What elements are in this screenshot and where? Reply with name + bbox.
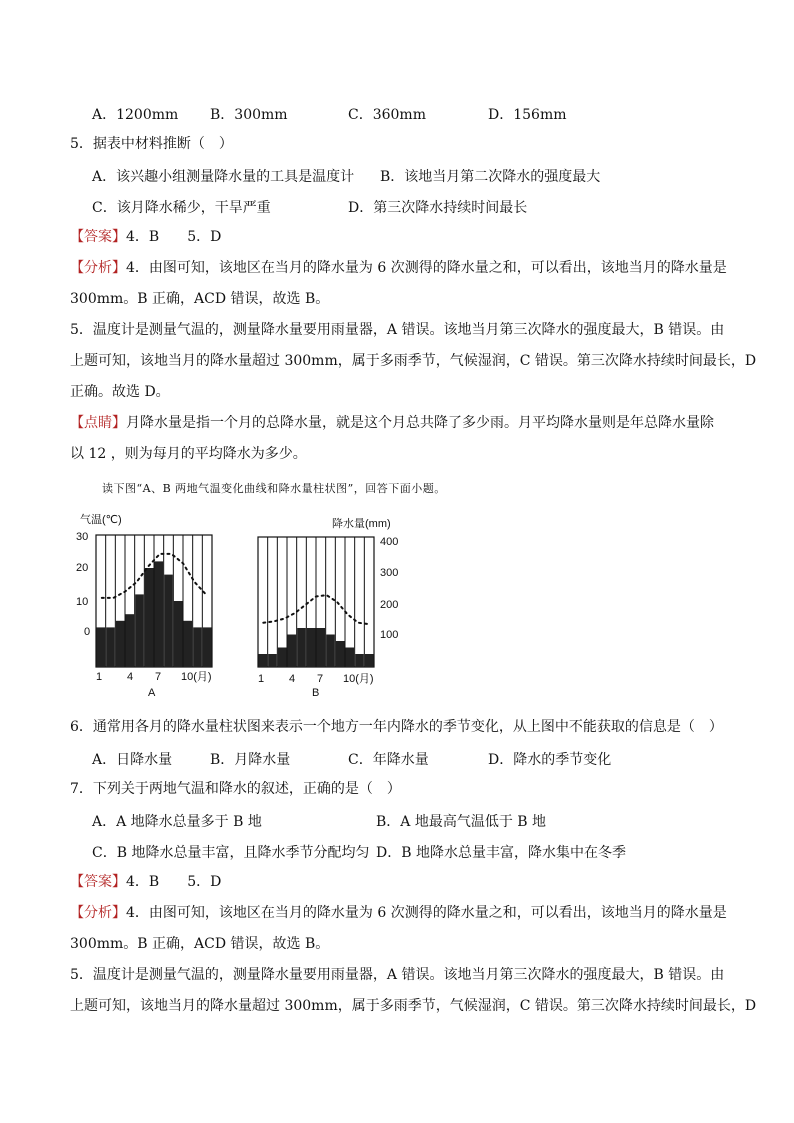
q6-option-d: D．降水的季节变化 [488, 752, 612, 768]
precip-bar [184, 621, 193, 667]
analysis-line: 上题可知，该地当月的降水量超过 300mm，属于多雨季节，气候湿润，C 错误。第三次降水持续时间最长，D [70, 998, 757, 1014]
tip-line [70, 414, 714, 432]
analysis-line [70, 259, 727, 277]
precip-bar [164, 575, 173, 667]
q4-option-b: B．300mm [210, 107, 288, 123]
q7-stem: 7．下列关于两地气温和降水的叙述，正确的是（ ） [70, 781, 401, 797]
analysis-text: 4．由图可知，该地区在当月的降水量为 6 次测得的降水量之和，可以看出，该地当月的降水量是 [126, 260, 727, 276]
chart-b-xtick: 4 [289, 673, 296, 685]
chart-a-ytick: 20 [76, 562, 89, 574]
chart-b-xtick: 1 [258, 673, 265, 685]
precip-bar [155, 561, 164, 667]
chart-a-xtick: 1 [96, 671, 103, 683]
precip-bar [307, 628, 316, 667]
q4-option-d: D．156mm [488, 107, 567, 123]
precip-bar [203, 627, 212, 667]
chart-a-xtick: 4 [127, 671, 134, 683]
q6-option-a: A．日降水量 [92, 752, 173, 768]
precip-bar [135, 594, 144, 667]
precip-bar [365, 654, 374, 667]
chart-b-ytick: 100 [380, 629, 399, 641]
chart-a-name: A [148, 687, 156, 699]
q6-option-b: B．月降水量 [210, 752, 291, 768]
analysis-line: 300mm。B 正确，ACD 错误，故选 B。 [70, 291, 330, 307]
chart-b-name: B [312, 687, 320, 699]
precip-bar [297, 628, 306, 667]
chart-a-xtick: 10(月) [181, 671, 212, 683]
climate-chart-figure [60, 505, 420, 705]
analysis-text: 4．由图可知，该地区在当月的降水量为 6 次测得的降水量之和，可以看出，该地当月的降水量是 [126, 905, 727, 921]
chart-b-ytick: 300 [380, 567, 399, 579]
answer-line-2 [70, 873, 221, 891]
chart-b-ylabel: 降水量(mm) [332, 518, 391, 530]
precip-bar [106, 627, 115, 667]
analysis-tag: 【分析】 [70, 905, 126, 921]
precip-bar [346, 648, 355, 668]
analysis-line: 上题可知，该地当月的降水量超过 300mm，属于多雨季节，气候湿润，C 错误。第三次降水持续时间最长，D [70, 353, 757, 369]
tip-text: 月降水量是指一个月的总降水量，就是这个月总共降了多少雨。月平均降水量则是年总降水量除 [126, 415, 714, 431]
q7-option-a: A．A 地降水总量多于 B 地 [92, 814, 262, 830]
chart-b-xtick: 7 [317, 673, 324, 685]
precip-bar [97, 627, 106, 667]
tip-tag: 【点睛】 [70, 415, 126, 431]
q5-option-a: A．该兴趣小组测量降水量的工具是温度计 [92, 169, 355, 185]
precip-bar [288, 635, 297, 668]
chart-b [258, 516, 398, 699]
precip-bar [268, 654, 277, 667]
chart-a-ylabel: 气温(℃) [80, 514, 122, 526]
precip-bar [145, 568, 154, 667]
chart-b-ytick: 400 [380, 536, 399, 548]
precip-bar [193, 627, 202, 667]
analysis-line: 正确。故选 D。 [70, 384, 170, 400]
chart-a-xtick: 7 [155, 671, 162, 683]
precip-bar [326, 635, 335, 668]
analysis-line: 5．温度计是测量气温的，测量降水量要用雨量器，A 错误。该地当月第三次降水的强度最大，B 错误。由 [70, 322, 725, 338]
answer-tag: 【答案】 [70, 229, 126, 245]
chart-a-ytick: 0 [84, 626, 91, 638]
answer-line-1 [70, 228, 221, 246]
q5-option-d: D．第三次降水持续时间最长 [348, 200, 528, 216]
q4-option-c: C．360mm [348, 107, 426, 123]
analysis-line [70, 904, 727, 922]
analysis-line: 300mm。B 正确，ACD 错误，故选 B。 [70, 936, 330, 952]
q5-option-c: C．该月降水稀少，干旱严重 [92, 200, 271, 216]
chart-a-ytick: 10 [76, 596, 89, 608]
chart-a-ytick: 30 [76, 531, 89, 543]
figure-caption: 读下图“A、B 两地气温变化曲线和降水量柱状图”，回答下面小题。 [102, 482, 446, 495]
analysis-tag: 【分析】 [70, 260, 126, 276]
q6-stem: 6．通常用各月的降水量柱状图来表示一个地方一年内降水的季节变化，从上图中不能获取的信息是（ ） [70, 719, 723, 735]
q7-option-b: B．A 地最高气温低于 B 地 [376, 814, 547, 830]
chart-a [76, 512, 212, 699]
q5-option-b: B．该地当月第二次降水的强度最大 [380, 169, 601, 185]
precip-bar [317, 628, 326, 667]
answer-text: 4．B 5．D [126, 874, 222, 890]
tip-line: 以 12 ，则为每月的平均降水为多少。 [70, 446, 307, 462]
analysis-line: 5．温度计是测量气温的，测量降水量要用雨量器，A 错误。该地当月第三次降水的强度最大，B 错误。由 [70, 967, 725, 983]
q6-option-c: C．年降水量 [348, 752, 429, 768]
q5-stem: 5．据表中材料推断（ ） [70, 136, 233, 152]
chart-b-ytick: 200 [380, 599, 399, 611]
answer-tag: 【答案】 [70, 874, 126, 890]
answer-text: 4．B 5．D [126, 229, 222, 245]
precip-bar [116, 621, 125, 667]
precip-bar [126, 614, 135, 667]
q7-option-d: D．B 地降水总量丰富，降水集中在冬季 [376, 845, 626, 861]
precip-bar [336, 641, 345, 667]
q4-option-a: A．1200mm [92, 107, 179, 123]
precip-bar [259, 654, 268, 667]
precip-bar [355, 654, 364, 667]
q7-option-c: C．B 地降水总量丰富，且降水季节分配均匀 [92, 845, 370, 861]
chart-b-xtick: 10(月) [343, 673, 374, 685]
precip-bar [278, 648, 287, 668]
precip-bar [174, 601, 183, 667]
